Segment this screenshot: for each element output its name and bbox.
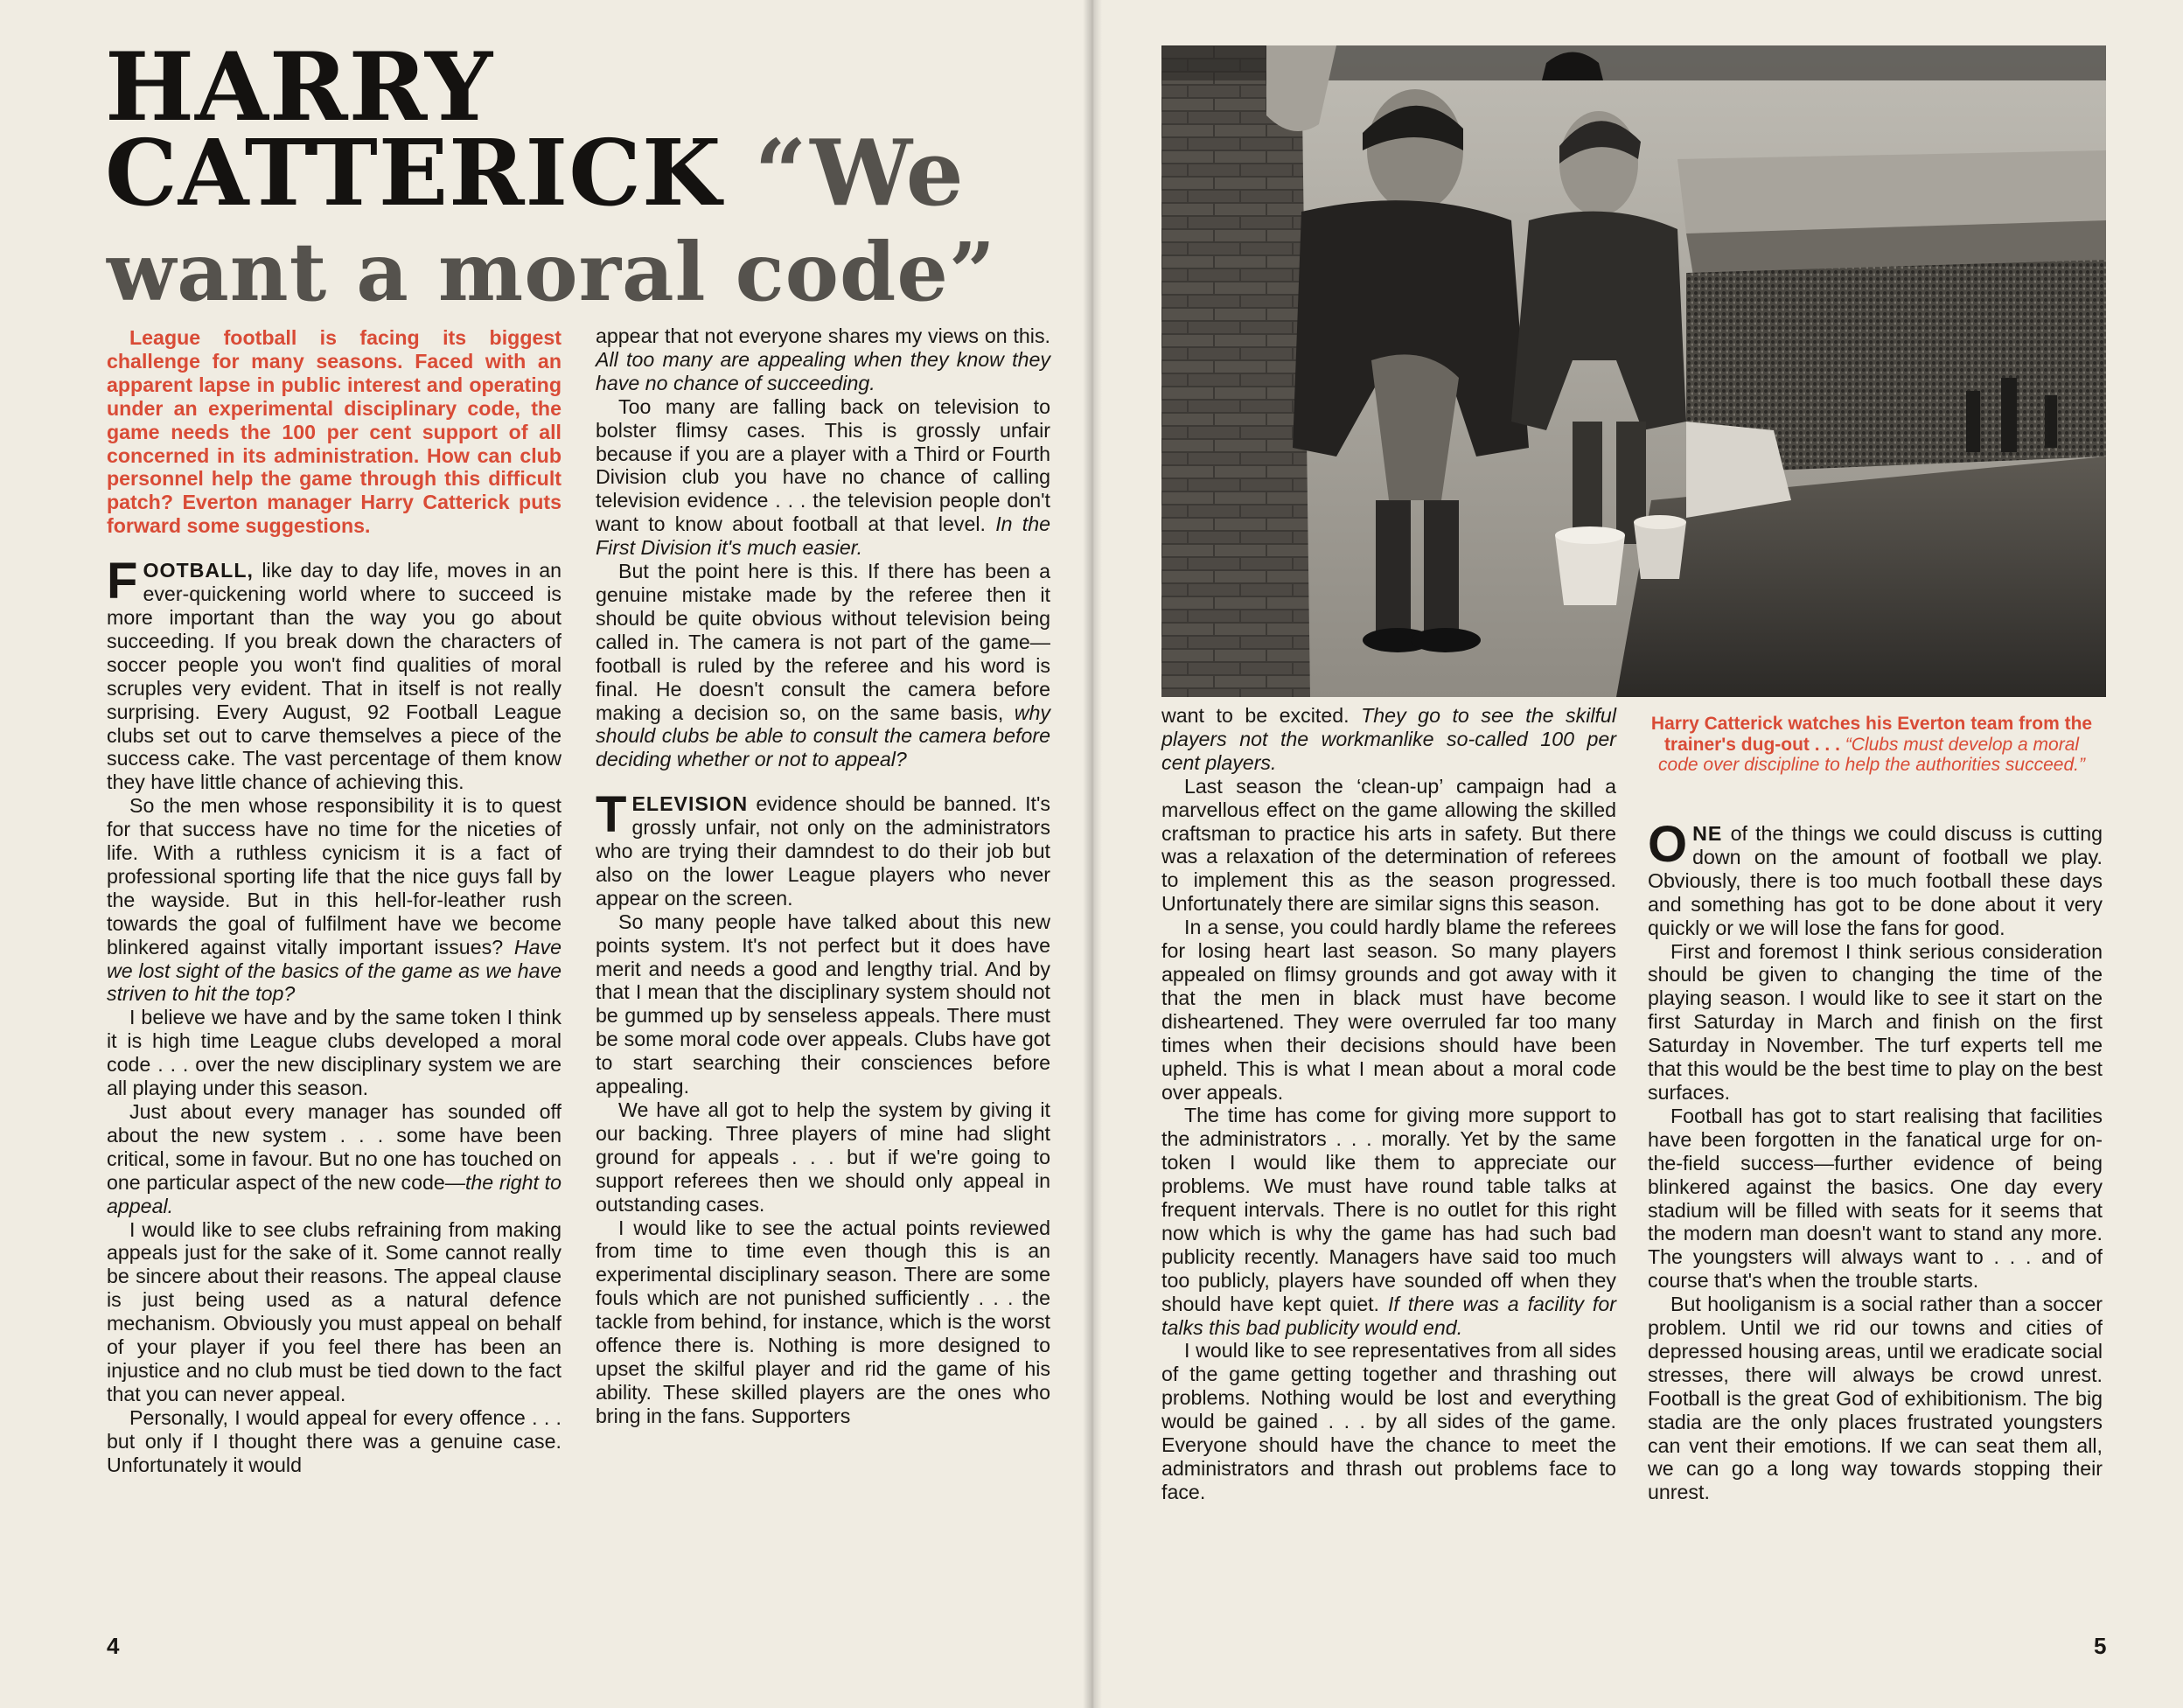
page-number-right: 5 [2094,1633,2107,1659]
column-4 [1648,816,2103,1504]
dugout-photo [1161,45,2106,697]
headline-surname: CATTERICK [105,119,722,227]
column-3 [1161,704,1616,1504]
column-1 [107,326,561,1477]
headline-line-1: HARRY [105,32,494,143]
col1-lead-word: OOTBALL, [143,559,254,582]
col4-lead-word: NE [1692,822,1723,845]
column-2 [596,324,1050,1428]
col2-paragraph-5: So many people have talked about this new points system. It's not perfect but it does have merit and needs a good and lengthy trial. And by that I mean that the disciplinary system should not be gummed up by senseless appeals. There must be some moral code over appeals. Clubs have got to start searching their consciences before appealing. [596,910,1050,1098]
spine-gutter [1083,0,1102,1708]
col2-paragraph-2: Too many are falling back on television to bolster flimsy cases. This is grossly unfair because if you are a player with a Third or Fourth Division club you have no chance of calling television evidence . . . the television people don't want to know about football at that level. In the First Division it's much easier. [596,394,1051,560]
col4-paragraph-2: First and foremost I think serious consideration should be given to changing the time of the playing season. I would like to see it start on the first Saturday in March and finish on the first Saturday in November. The turf experts tell me that this would be the best time to play on the best surfaces. [1648,939,2103,1104]
headline-line-2 [105,121,965,226]
intro-name: Harry Catterick [360,491,510,514]
col1-paragraph-1: FOOTBALL, like day to day life, moves in an ever-quickening world where to succeed is more important than the way you go about succeeding. If you break down the characters of soccer people you won't find qualities of moral scruples very evident. That in itself is not really surprising. Every August, 92 Football League clubs set out to carve themselves a piece of the success cake. The vast percentage of them know they have little chance of achieving this. [107,553,561,794]
caption-bold: Harry Catterick watches his Everton team from the trainer's dug-out . . . [1650,714,2093,755]
col1-paragraph-6: Personally, I would appeal for every offence . . . but only if I thought there was a genuine case. Unfortunately it would [107,1405,561,1476]
col4-paragraph-4: But hooliganism is a social rather than a soccer problem. Until we rid our towns and cities of depressed housing areas, until we eradicate social stresses, there will always be crowd unrest. Football is the great God of exhibitionism. The big stadia are the only places frustrated youngsters can vent their emotions. If we can seat them all, we can go a long way towards stopping their unrest. [1648,1293,2103,1504]
col3-paragraph-4: The time has come for giving more support to the administrators . . . morally. Yet by the same token I would like them to appreciate our problems. We must have round table talks at frequent intervals. There is no outlet for this right now which is why the game has had such bad publicity recently. Managers have said too much too publicly, players have sounded off when they should have kept quiet. If there was a facility for talks this bad publicity would end. [1161,1104,1616,1339]
col3-paragraph-5: I would like to see representatives from all sides of the game getting together and thrashing out problems. Nothing would be lost and everything would be gained . . . by all sides of the game. Everyone should have the chance to meet the administrators and thrash out problems face to face. [1161,1339,1616,1503]
col2-paragraph-3: But the point here is this. If there has been a genuine mistake made by the referee then it should be quite obvious without television being called in. The camera is not part of the game—football is ruled by the referee and his word is final. He doesn't consult the camera before making a decision so, on the same basis, why should clubs be able to consult the camera before deciding whether or not to appeal? [596,560,1050,771]
col3-paragraph-3: In a sense, you could hardly blame the referees for losing heart last season. So many players appealed on flimsy grounds and got away with it that the men in black must have become disheartened. They were overruled far too many times when their decisions should have been upheld. This is what I mean about a moral code over appeals. [1161,916,1616,1104]
col1-paragraph-5: I would like to see clubs refraining from making appeals just for the sake of it. Some cannot really be sincere about their reasons. The appeal clause is just being used as a natural defence mechanism. Obviously you must appeal on behalf of your player if you feel there has been an injustice and no club must be tied down to the fact that you can never appeal. [107,1217,561,1405]
col1-paragraph-2: So the men whose responsibility it is to quest for that success have no time for the niceties of life. With a ruthless cynicism it is a fact of professional sporting life that the nice guys fall by the wayside. But in this hell-for-leather rush towards the goal of fulfilment have we become blinkered against vitally important issues? Have we lost sight of the basics of the game as we have striven to hit the top? [107,794,561,1006]
col2-lead-word: ELEVISION [631,792,749,816]
dropcap-t: T [596,786,627,844]
col4-paragraph-1: ONE of the things we could discuss is cutting down on the amount of football we play. Obviously, there is too much football these days and something has got to be done about it very quickly or we will lose the fans for good. [1648,816,2103,939]
col1-paragraph-4: Just about every manager has sounded off about the new system . . . some have been critical, some in favour. But no one has touched on one particular aspect of the new code—the right to appeal. [107,1100,561,1217]
col4-paragraph-3: Football has got to start realising that facilities have been forgotten in the fanatical urge for on-the-field success—further evidence of being blinkered against the basics. One day every stadium will be filled with seats for it seems that the modern man doesn't want to stand any more. The youngsters will always want to . . . and of course that's when the trouble starts. [1648,1104,2103,1293]
dropcap-o: O [1648,816,1688,873]
col3-paragraph-2: Last season the ‘clean-up’ campaign had a marvellous effect on the game allowing the skilled craftsman to practice his arts in safety. But there was a relaxation of the determination of referees to implement this as the season progressed. Unfortunately there are similar signs this season. [1161,774,1616,916]
col2-paragraph-1: appear that not everyone shares my views on this. All too many are appealing when they know they have no chance of succeeding. [596,324,1050,394]
intro-standfirst: League football is facing its biggest challenge for many seasons. Faced with an apparent lapse in public interest and operating under an experimental disciplinary code, the game needs the 100 per cent support of all concerned in its administration. How can club personnel help the game through this difficult patch? Everton manager Harry Catterick puts forward some suggestions. [107,326,561,538]
col2-paragraph-6: We have all got to help the system by giving it our backing. Three players of mine had slight ground for appeals . . . but if we're going to support referees then we should only appeal in outstanding cases. [596,1098,1050,1216]
caption-italic: “Clubs must develop a moral code over discipline to help the authorities succeed.” [1658,734,2085,775]
photo-illustration [1161,45,2106,697]
dropcap-f: F [107,553,138,610]
col2-paragraph-4: TELEVISION evidence should be banned. It's grossly unfair, not only on the administrators who are trying their damndest to do their job but also on the lower League players who never appear on the screen. [596,786,1050,910]
col1-paragraph-3: I believe we have and by the same token I think it is high time League clubs developed a moral code . . . over the new disciplinary system we are all playing under this season. [107,1006,561,1100]
col3-paragraph-1: want to be excited. They go to see the skilful players not the workmanlike so-called 100 per cent players. [1161,704,1616,774]
page-number-left: 4 [107,1633,120,1659]
col2-paragraph-7: I would like to see the actual points reviewed from time to time even though this is an experimental disciplinary season. There are some fouls which are not punished sufficiently . . . the tackle from behind, for instance, which is the worst offence there is. Nothing is more designed to upset the skilful player and rid the game of his ability. These skilled players are the ones who bring in the fans. Supporters [596,1216,1050,1427]
headline-line-3: want a moral code” [107,225,996,319]
right-page [1092,0,2183,1708]
photo-caption [1644,714,2099,776]
headline-quote-start: “We [754,119,965,227]
